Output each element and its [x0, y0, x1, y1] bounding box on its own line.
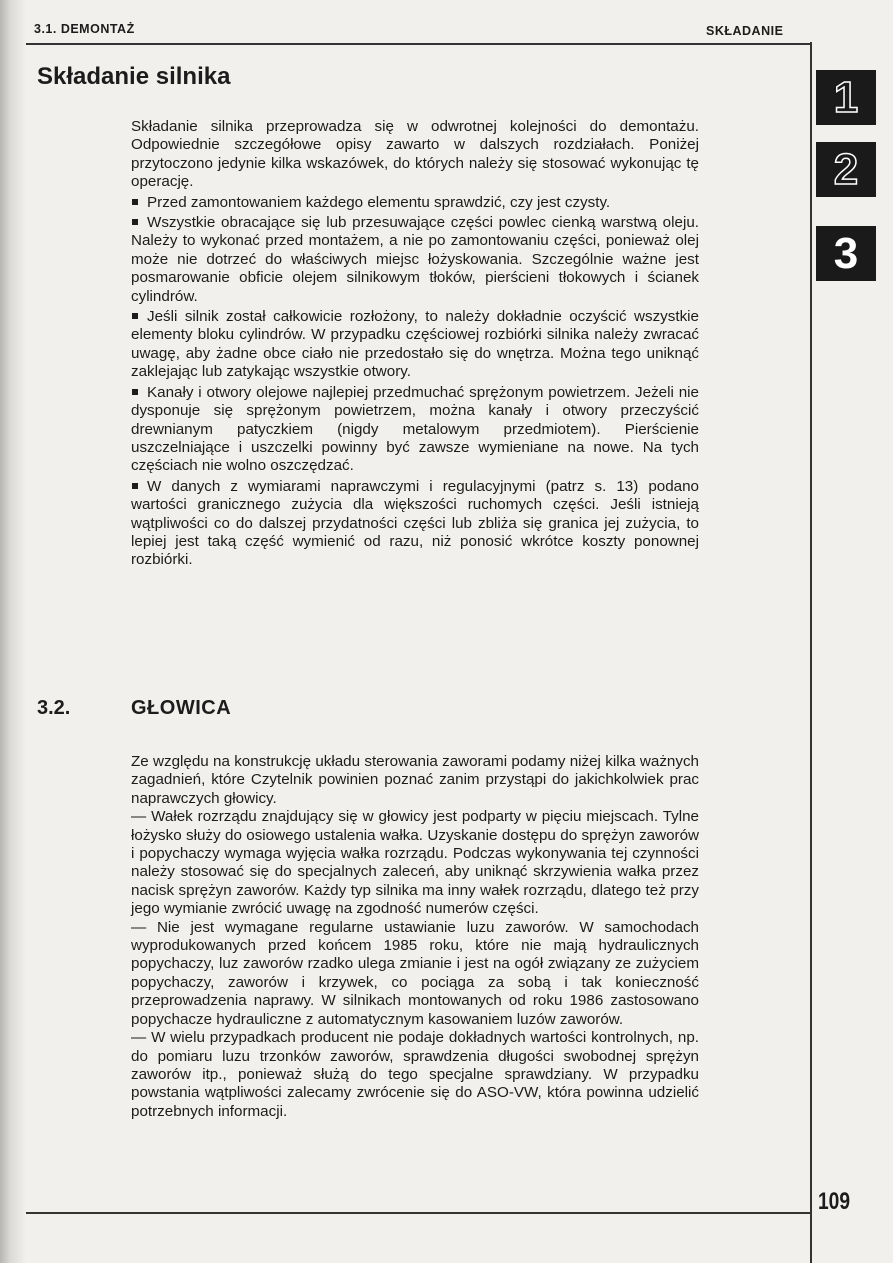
page-number: 109: [818, 1188, 851, 1215]
bullet-icon: [132, 389, 138, 395]
section-title: Składanie silnika: [37, 63, 231, 90]
chapter-tab-1: 1: [816, 70, 876, 125]
bullet-item: Przed zamontowaniem każdego elementu sprawdzić, czy jest czysty.: [131, 194, 699, 212]
section1-body: [131, 118, 699, 570]
section-heading: GŁOWICA: [131, 697, 232, 719]
bullet-item: W danych z wymiarami naprawczymi i regulacyjnymi (patrz s. 13) podano wartości granicznego zużycia dla większości ruchomych części. Jeśli istnieją wątpliwości co do dalszej przydatności części lub zbliża się granica jej zużycia, to lepiej jest taką część wymienić od razu, niż ponosić wkrótce koszty ponownej rozbiórki.: [131, 477, 699, 569]
paragraph: — W wielu przypadkach producent nie podaje dokładnych wartości kontrolnych, np. do pomiaru luzu trzonków zaworów, sprawdzenia długości swobodnej sprężyn zaworów itp., ponieważ służą do tego specjalne sprawdziany. W przypadku powstania wątpliwości zalecamy zwrócenie się do ASO-VW, która powinna udzielić potrzebnych informacji.: [131, 1029, 699, 1120]
paragraph: — Wałek rozrządu znajdujący się w głowicy jest podparty w pięciu miejscach. Tylne łożysko służy do osiowego ustalenia wałka. Uzyskanie dostępu do sprężyn zaworów i popychaczy wymaga wyjęcia wałka rozrządu. Podczas wykonywania tej czynności należy stosować się do specjalnych zaleceń, aby uniknąć skrzywienia wałka przez nacisk sprężyn zaworów. Każdy typ silnika ma inny wałek rozrządu, dlatego też przy jego wymianie zwrócić uwagę na zgodność numerów części.: [131, 808, 699, 918]
footer-rule: [26, 1212, 811, 1214]
margin-rule: [810, 42, 812, 1263]
bullet-icon: [132, 199, 138, 205]
header-rule: [26, 43, 811, 45]
bullet-icon: [132, 483, 138, 489]
bullet-item: Jeśli silnik został całkowicie rozłożony, to należy dokładnie oczyścić wszystkie elementy bloku cylindrów. W przypadku częściowej rozbiórki silnika należy zwracać uwagę, aby żadne obce ciało nie przedostało się do wnętrza. Można tego uniknąć zaklejając lub zatykając wszystkie otwory.: [131, 308, 699, 381]
bullet-icon: [132, 313, 138, 319]
section-number: 3.2.: [37, 697, 71, 719]
chapter-tab-3: 3: [816, 226, 876, 281]
binding-shadow: [0, 0, 26, 1263]
chapter-tab-2: 2: [816, 142, 876, 197]
paragraph: Składanie silnika przeprowadza się w odwrotnej kolejności do demontażu. Odpowiednie szczegółowe opisy zawarto w dalszych rozdziałach. Poniżej przytoczono jedynie kilka wskazówek, do których należy się stosować wykonując tę operację.: [131, 118, 699, 191]
paragraph: — Nie jest wymagane regularne ustawianie luzu zaworów. W samochodach wyprodukowanych przed końcem 1985 roku, które nie mają hydraulicznych popychaczy, luz zaworów rzadko ulega zmianie i jest na ogół związany ze zużyciem popychaczy, zaworów i krzywek, co pociąga za sobą i tak konieczność przeprowadzenia naprawy. W silnikach montowanych od roku 1986 zastosowano popychacze hydrauliczne z automatycznym kasowaniem luzów zaworów.: [131, 918, 699, 1028]
paragraph: Ze względu na konstrukcję układu sterowania zaworami podamy niżej kilka ważnych zagadnień, które Czytelnik powinien poznać zanim przystąpi do jakichkolwiek prac naprawczych głowicy.: [131, 753, 699, 807]
bullet-icon: [132, 219, 138, 225]
running-header-chapter: SKŁADANIE: [706, 24, 784, 38]
bullet-item: Kanały i otwory olejowe najlepiej przedmuchać sprężonym powietrzem. Jeżeli nie dysponuje się sprężonym powietrzem, można kanały i otwory przeczyścić drewnianym patyczkiem (nigdy metalowym przedmiotem). Pierścienie uszczelniające i uszczelki powinny być zawsze wymieniane na nowe. Na tych częściach nie wolno oszczędzać.: [131, 383, 699, 475]
bullet-item: Wszystkie obracające się lub przesuwające części powlec cienką warstwą oleju. Należy to wykonać przed montażem, a nie po zamontowaniu części, ponieważ olej może nie dotrzeć do właściwych miejsc łożyskowania. Szczególnie ważne jest posmarowanie obficie olejem silnikowym tłoków, pierścieni tłokowych i ścianek cylindrów.: [131, 214, 699, 305]
section2-body: [131, 753, 699, 1121]
running-header-section: 3.1. DEMONTAŻ: [34, 22, 135, 36]
